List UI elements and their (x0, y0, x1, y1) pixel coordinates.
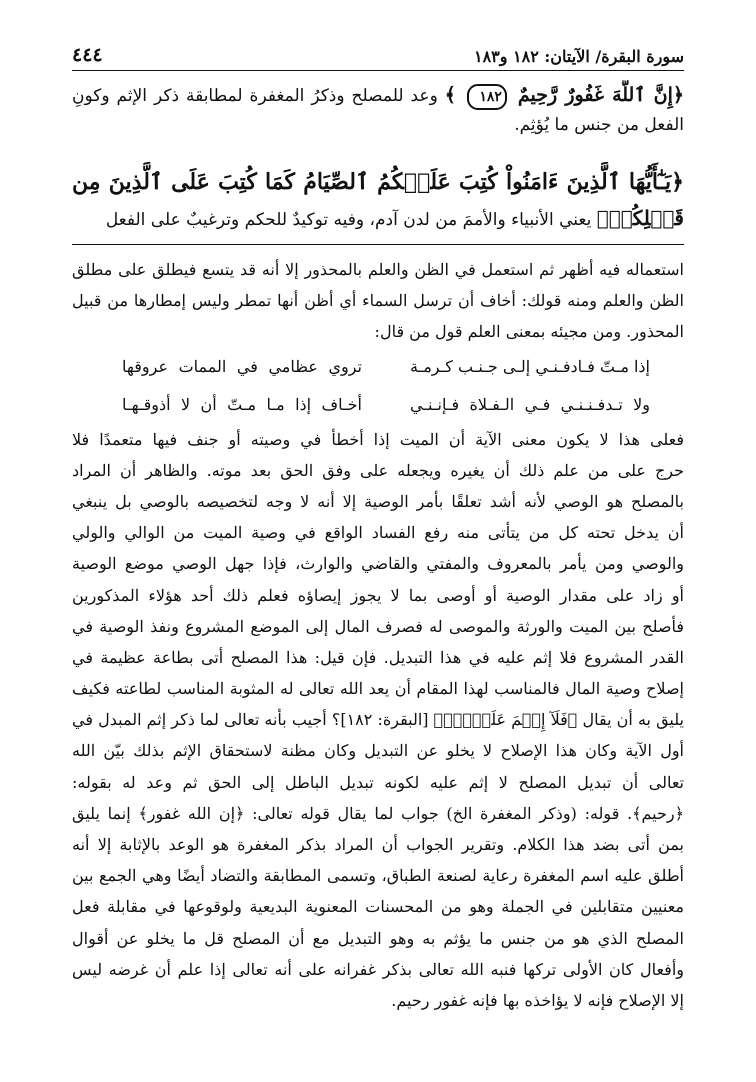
commentary-line: أن يدخل تحته كل من يتأتى منه رفع الفساد الواقع في وصية الميت من الوالي والولي (72, 523, 684, 543)
commentary-line: المحذور. ومن مجيئه بمعنى العلم قول من قال: (374, 322, 684, 342)
commentary-line: استعماله فيه أظهر ثم استعمل في الظن والعلم بالمحذور إلا أنه قد يتسع فيطلق على مطلق (72, 260, 684, 279)
poem-verse (72, 348, 684, 386)
commentary-line: ﴿رحيم﴾. قوله: (وذكر المغفرة الخ) جواب لما يقال قوله تعالى: ﴿إن الله غفور﴾ إنما يليق (72, 803, 684, 823)
main-text-line (72, 202, 684, 234)
commentary-line: أو زاد على مقدار الوصية أو أوصى بما لا يجوز إيصاؤه فعلم ذلك أحد هؤلاء المذكورين (72, 585, 684, 605)
tafsir-text: وعد للمصلح وذكرُ المغفرة لمطابقة ذكر الإثم وكونِ (72, 86, 438, 106)
running-title: سورة البقرة/ الآيتان: ١٨٢ و١٨٣ (473, 47, 684, 66)
commentary-line: يليق به أن يقال ﴿فَلَآ إِثۡمَ عَلَيۡهِۚ﴾ [البقرة: ١٨٢]؟ أجيب بأنه تعالى لما ذكر إثم المبدل في (72, 710, 684, 730)
commentary-line: أطلق عليه اسم المغفرة رعاية لصنعة الطباق، وتسمى المطابقة والتضاد أيضًا وهي الجمع بين (72, 866, 684, 886)
commentary-line: القدر المشروع فلا إثم عليه في هذا التبديل. فإن قيل: هذا المصلح أتى بطاعة عظيمة في (72, 647, 684, 667)
commentary-line: فأصلح بين الميت والورثة والموصى له فصرف المال إلى الموضع المشروع ونفذ الوصية في (72, 616, 684, 636)
commentary-line: إصلاح وصية المال فالمناسب لهذا المقام أن يعد الله تعالى له المثوبة المناسب لطاعته فكيف (72, 679, 684, 699)
main-text-line (72, 80, 684, 110)
commentary-line: فعلى هذا لا يكون معنى الآية أن الميت إذا أخطأ في وصيته أو جنف فيها متعمدًا فلا (72, 429, 684, 449)
commentary-line: إلا الإصلاح فإنه لا يؤاخذه بها فإنه غفور رحيم. (391, 990, 684, 1010)
quran-verse-line: ﴿يَـٰٓأَيُّهَا ٱلَّذِينَ ءَامَنُواْ كُتِبَ عَلَيۡكُمُ ٱلصِّيَامُ كَمَا كُتِبَ عَلَى ٱلَّذِينَ مِن (72, 169, 684, 195)
quran-verse: ﴿إِنَّ ٱللَّهَ غَفُورٌ رَّحِيمٌ (517, 84, 684, 106)
poem-hemistich-second: أخـاف إذا مـا مـتّ أن لا أذوقـهـا (122, 394, 362, 414)
footnote-divider (72, 244, 684, 245)
tafsir-text: يعني الأنبياء والأممَ من لدن آدم، وفيه توكيدٌ للحكم وترغيبٌ على الفعل (105, 210, 592, 230)
commentary-block (72, 254, 684, 1016)
verse-close-bracket: ﴾ (444, 84, 456, 106)
commentary-line: بالمصلح هو الوصي لأنه أشد تعلقًا بأمر الوصية إلا أنه لا وجه لتخصيصه بالوصي بل ينبغي (72, 491, 684, 511)
commentary-line: أول الآية وكان هذا الإصلاح لا يخلو عن التبديل وكان مظنة لاستحقاق الإثم بذلك بيّن الله (72, 741, 684, 761)
main-text (72, 80, 684, 234)
poem-hemistich-first: إذا مـتّ فـادفـنـي إلـى جـنـب كـرمـة (409, 356, 650, 376)
poem-hemistich-second: تروي عظامي في الممات عروقها (122, 356, 362, 376)
page-number: ٤٤٤ (72, 44, 103, 66)
commentary-line: وأفعال كان الأولى تركها فنبه الله تعالى بذكر غفرانه على أنه تعالى إذا علم أن غرضه ليس (72, 959, 684, 979)
commentary-line: بمن أتى بضد هذا الكلام. وتقرير الجواب أن المراد بذكر المغفرة هو الوعد بالإثابة إلا أنه (72, 835, 684, 854)
header-rule (72, 70, 684, 71)
poem-hemistich-first: ولا تـدفـنـنـي فـي الـفـلاة فـإنـنـي (410, 394, 650, 414)
poem-verse (72, 386, 684, 424)
commentary-line: الظن والعلم ومنه قولك: أخاف أن ترسل السماء أي أظن أنها تمطر وليس إمطارها من قبيل (72, 291, 684, 311)
verse-number-badge: ١٨٢ (467, 84, 507, 110)
main-text-line: الفعل من جنس ما يُؤثِم. (514, 115, 684, 135)
quran-verse: قَبۡلِكُمۡ﴾ (596, 206, 684, 230)
commentary-line: والوصي ومن يأمر بالمعروف والمفتي والقاضي والوارث، فإذا جهل الوصي موضع الوصية (72, 554, 684, 574)
commentary-line: معنيين متقابلين في الجملة وهو من المحسنات المعنوية البديعية ولوقوعها في مقابلة فعل (72, 897, 684, 917)
commentary-line: حرج على من علم ذلك أن يغيره ويجعله على وفق الحق بعد موته. والظاهر أن المراد (72, 460, 684, 480)
commentary-line: المصلح الذي هو من جنس ما يؤثم به وهو التبديل مع أن المصلح قل ما يخلو عن أقوال (72, 928, 684, 948)
commentary-line: تعالى أن تبديل المصلح لا إثم عليه لكونه تبديل الباطل إلى الحق ثم وعد له بقوله: (72, 772, 684, 792)
page-header (72, 38, 684, 66)
